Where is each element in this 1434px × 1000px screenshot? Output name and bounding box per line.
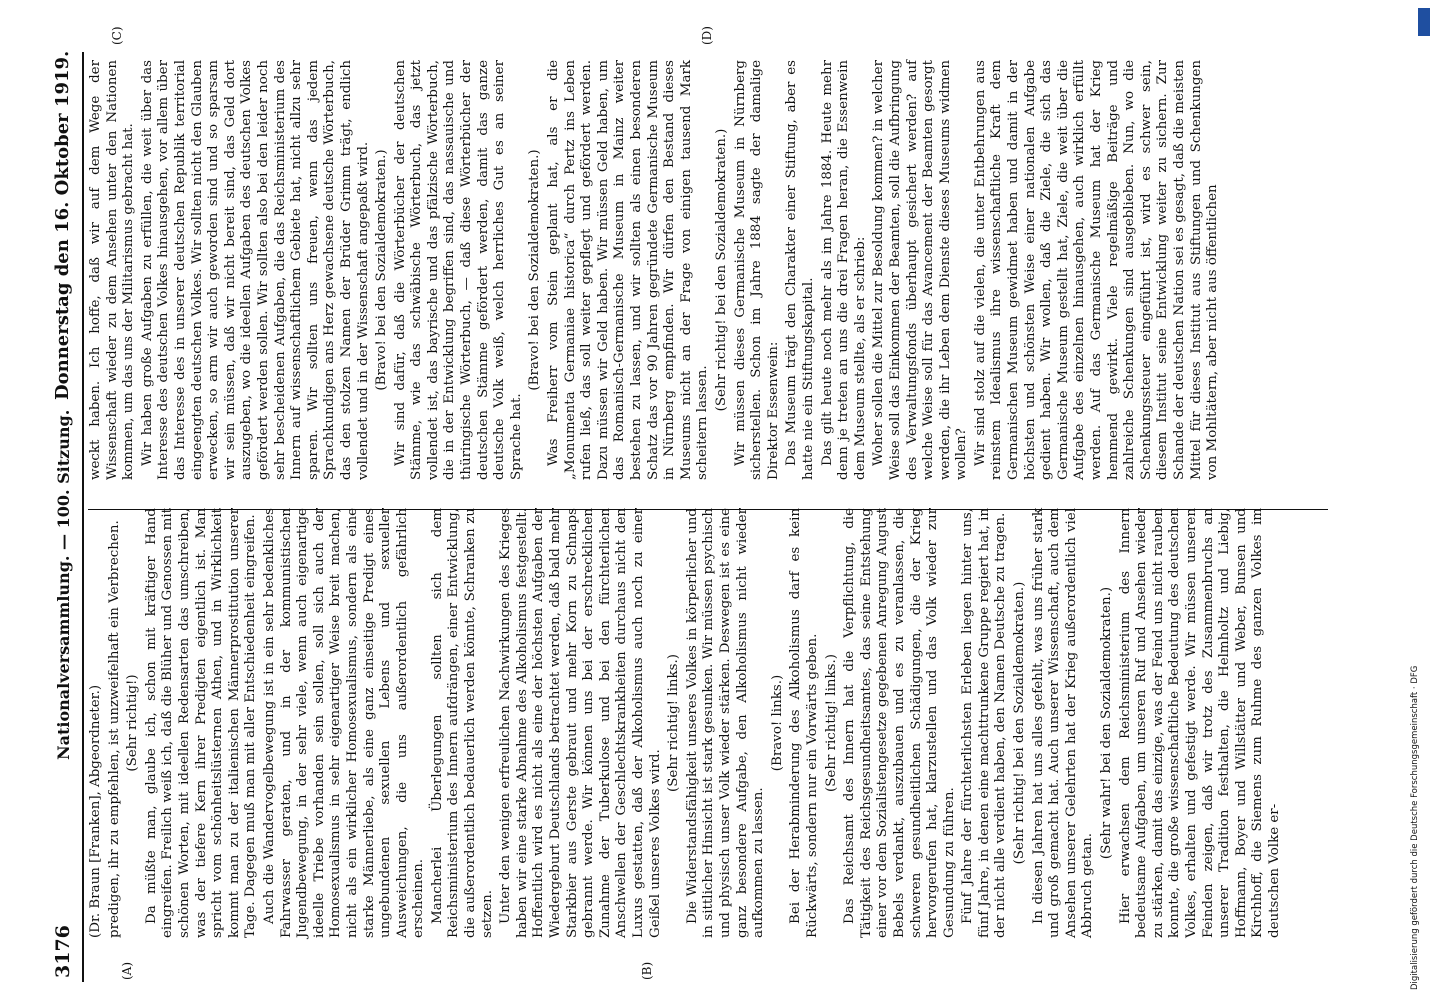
interjection: (Sehr wahr! bei den Sozialdemokraten.) <box>1099 586 1115 860</box>
paragraph: Das Reichsamt des Innern hat die Verpflichtung, die Tätigkeit des Reichsgesundheitsamtes, das seine Entstehung einer vor dem Sozialistengesetze gegebenen Anregung August Bebels verdankt, auszubauen und es zu veranlassen, die schweren gesundheitlichen Schädigungen, die der Krieg hervorgerufen hat, klarzustellen und das Volk wieder zur Gesundung zu führen. <box>842 508 957 938</box>
paragraph: Wir müssen dieses Germanische Museum in Nürnberg sicherstellen. Schon im Jahre 1884 sagte der damalige Direktor Essenwein: <box>732 60 781 480</box>
paragraph: Wir haben große Aufgaben zu erfüllen, die weit über das Interesse des deutschen Volkes hinausgehen, vor allem über das Interesse des in unserer deutschen Republik territorial eingeengten deutschen Volkes. Wir sollten nicht den Glauben erwecken, so arm wir auch geworden sind und so sparsam wir sein müssen, daß wir nicht bereit sind, das Geld dort auszugeben, wo die ideellen Aufgaben des deutschen Volkes gefördert werden sollen. Wir sollten also bei den leider noch sehr bescheidenen Aufgaben, die das Reichsministerium des Innern auf wissenschaftlichem Gebiete hat, nicht allzu sehr sparen. Wir sollten uns freuen, wenn das jedem Sprachkundigen ans Herz gewachsene deutsche Wörterbuch, das den stolzen Namen der Brüder Grimm trägt, endlich vollendet und in der Wissenschaft angepaßt wird. <box>139 60 371 480</box>
paragraph: Wir sind stolz auf die vielen, die unter Entbehrungen aus reinstem Idealismus ihre wissenschaftliche Kraft dem Germanischen Museum gewidmet haben und damit in der höchsten und schönsten Weise einer nationalen Aufgabe gedient haben. Wir wollen, daß die Ziele, die sich das Germanische Museum gestellt hat, Ziele, die weit über die Aufgabe des einzelnen hinausgehen, auch wirklich erfüllt werden. Auf das Germanische Museum hat der Krieg hemmend gewirkt. Viele regelmäßige Beiträge und zahlreiche Schenkungen sind ausgeblieben. Nun, wo die Schenkungssteuer eingeführt ist, wird es schwer sein, diesem Institut seine Entwicklung weiter zu sichern. Zur Schande der deutschen Nation sei es gesagt, daß die meisten Mittel für dieses Institut aus Stiftungen und Schenkungen von Mohltätern, aber nicht aus öffentlichen <box>972 60 1221 480</box>
header-rule <box>82 52 84 982</box>
margin-mark-d: (D) <box>700 26 714 45</box>
paragraph: Die Widerstandsfähigkeit unseres Volkes in körperlicher und in sittlicher Hinsicht ist stark gesunken. Wir müssen psychisch und physisch unser Volk wieder stärken. Deswegen ist es eine ganz besondere Aufgabe, den Alkoholismus nicht wieder aufkommen zu lassen. <box>684 508 767 938</box>
right-column <box>88 60 1224 480</box>
paragraph: Da müßte man, glaube ich, schon mit kräftiger Hand eingreifen. Freilich weiß ich, daß die Blüher und Genossen mit schönen Worten, mit ideellen Redensarten das umschreiben, was der tiefere Kern ihrer Predigten eigentlich ist. Man spricht vom schönheitslüsternen Athen, und in Wirklichkeit kommt man zu der italienischen Männerprostitution unserer Tage. Dagegen muß man mit aller Entschiedenheit eingreifen. <box>143 508 259 938</box>
quotation: Woher sollen die Mittel zur Besoldung kommen? in welcher Weise soll das Einkommen der Beamten, soll die Aufbringung des Verwaltungsfonds überhaupt gesichert werden? auf welche Weise soll für das Avancement der Beamten gesorgt werden, die ihr Leben dem Dienste dieses Museums widmen wollen? <box>871 60 970 480</box>
paragraph: Mancherlei Überlegungen sollten sich dem Reichsministerium des Innern aufdrängen, einer Entwicklung, die außerordentlich bedauerlich werden könnte, Schranken zu setzen. <box>429 508 495 938</box>
speaker-line: (Dr. Braun [Franken], Abgeordneter.) <box>88 684 103 938</box>
header-title: Nationalversammlung. — 100. Sitzung. <box>54 409 73 760</box>
digitization-credit <box>1410 10 1430 990</box>
paragraph: Fünf Jahre der fürchterlichsten Erleben liegen hinter uns, fünf Jahre, in denen eine machttrunkene Gruppe regiert hat, in der nicht alle verdient haben, den Namen Deutsche zu tragen. <box>960 508 1009 938</box>
margin-mark-a: (A) <box>120 961 134 980</box>
interjection: (Bravo! bei den Sozialdemokraten.) <box>527 149 543 391</box>
paragraph: Was Freiherr vom Stein geplant hat, als er die „Monumenta Germaniae historica“ durch Pertz ins Leben rufen ließ, das soll weiter gepflegt und gefördert werden. Dazu müssen wir Geld haben. Wir müssen Geld haben, um das Romanisch-Germanische Museum in Mainz weiter bestehen zu lassen, und wir sollten als einen besonderen Schatz das vor 90 Jahren gegründete Germanische Museum in Nürnberg empfinden. Wir dürfen den Bestand dieses Museums nicht an der Frage von einigen tausend Mark scheitern lassen. <box>546 60 711 480</box>
left-column <box>88 508 1286 938</box>
paragraph: Auch die Wandervogelbewegung ist in ein sehr bedenkliches Fahrwasser geraten, und in der kommunistischen Jugendbewegung, in der sehr viele, wenn auch eigenartige ideelle Triebe vorhanden sein sollen, soll sich auch der Homosexualismus in sehr eigenartiger Weise breit machen, nicht als ein wirklicher Homosexualismus, sondern als eine starke Männerliebe, als eine ganz einseitige Predigt eines ungebundenen sexuellen Lebens und sexueller Ausweichungen, die uns außerordentlich gefährlich erscheinen. <box>261 508 427 938</box>
header-date: Donnerstag den 16. Oktober 1919. <box>52 50 73 400</box>
paragraph: predigen, ihr zu empfehlen, ist unzweifelhaft ein Verbrechen. <box>106 520 122 938</box>
paragraph: Das gilt heute noch mehr als im Jahre 1884. Heute mehr denn je treten an uns die drei Fragen heran, die Essenwein dem Museum stellte, als er schrieb: <box>819 60 868 480</box>
paragraph: Hier erwachsen dem Reichsministerium des Innern bedeutsame Aufgaben, um unseren Ruf und Ansehen wieder zu stärken, damit das einzige, was der Feind uns nicht rauben konnte, die große wissenschaftliche Bedeutung des deutschen Volkes, erhalten und gefestigt werde. Wir müssen unseren Feinden zeigen, daß wir trotz des Zusammenbruchs an unserer Tradition festhalten, die Helmholtz und Liebig, Hoffmann, Boyer und Willstätter und Weber, Bunsen und Kirchhoff, die Siemens zum Ruhme des ganzen Volkes im deutschen Volke er- <box>1117 508 1282 938</box>
interjection: (Sehr richtig! bei den Sozialdemokraten.) <box>1012 581 1028 865</box>
margin-mark-c: (C) <box>110 26 124 45</box>
credit-text: Digitalisierung gefördert durch die Deutsche Forschungsgemeinschaft · DFG <box>1410 665 1420 990</box>
interjection: (Sehr richtig!) <box>125 674 141 772</box>
paragraph: Wir sind dafür, daß die Wörterbücher der deutschen Stämme, wie das schwäbische Wörterbuch, das jetzt vollendet ist, das bayrische und das pfälzische Wörterbuch, die in der Entwicklung begriffen sind, das nassauische und thüringische Wörterbuch, — daß diese Wörterbücher der deutschen Stämme gefördert werden, damit das ganze deutsche Volk weiß, welch herrliches Gut es an seiner Sprache hat. <box>392 60 524 480</box>
interjection: (Sehr richtig! bei den Sozialdemokraten.) <box>713 128 729 412</box>
paragraph: In diesen Jahren hat uns alles gefehlt, was uns früher stark und groß gemacht hat. Auch unserer Wissenschaft, auch dem Ansehen unserer Gelehrten hat der Krieg außerordentlich viel Abbruch getan. <box>1030 508 1096 938</box>
interjection: (Bravo! links.) <box>769 674 785 772</box>
quotation: Das Museum trägt den Charakter einer Stiftung, aber es hatte nie ein Stiftungskapital. <box>784 60 816 480</box>
margin-mark-b: (B) <box>640 961 654 980</box>
paragraph: Unter den wenigen erfreulichen Nachwirkungen des Krieges haben wir eine starke Abnahme des Alkoholismus festgestellt. Hoffentlich wird es nicht als eine der höchsten Aufgaben der Wiedergeburt Deutschlands betrachtet werden, daß bald mehr Starkbier aus Gerste gebraut und mehr Korn zu Schnaps gebrannt werde. Wir können uns bei der erschrecklichen Zunahme der Tuberkulose und bei den fürchterlichen Anschwellen der Geschlechtskrankheiten durchaus nicht den Luxus gestatten, daß der Alkoholismus auch noch zu einer Geißel unseres Volkes wird. <box>498 508 663 938</box>
paragraph: Bei der Herabminderung des Alkoholismus darf es kein Rückwärts, sondern nur ein Vorwärts geben. <box>788 508 820 938</box>
page-number: 3176 <box>52 925 74 978</box>
paragraph: weckt haben. Ich hoffe, daß wir auf dem Wege der Wissenschaft wieder zu dem Ansehen unter den Nationen kommen, um das uns der Militarismus gebracht hat. <box>88 60 137 480</box>
interjection: (Sehr richtig! links.) <box>666 654 682 792</box>
interjection: (Sehr richtig! links.) <box>823 654 839 792</box>
running-header <box>50 0 80 1000</box>
interjection: (Bravo! bei den Sozialdemokraten.) <box>374 149 390 391</box>
